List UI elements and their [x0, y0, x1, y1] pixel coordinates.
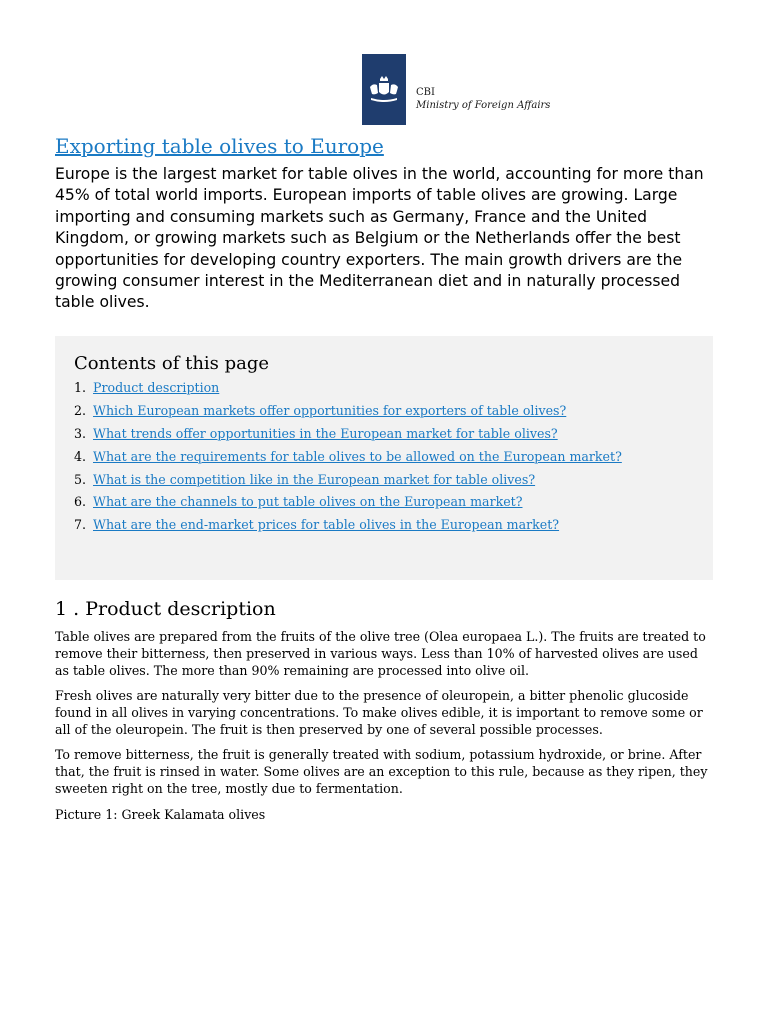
cbi-logo — [362, 54, 550, 125]
picture-caption: Picture 1: Greek Kalamata olives — [55, 807, 266, 822]
toc-item — [74, 399, 622, 422]
page-title-link[interactable]: Exporting table olives to Europe — [55, 134, 384, 158]
body-paragraph: To remove bitterness, the fruit is generally treated with sodium, potassium hydroxide, or brine. After that, the fruit is rinsed in water. Some olives are an exception to this rule, because as they ripen, they sweeten right on the tree, mostly due to fermentation. — [55, 747, 708, 796]
toc-item-number: 4. — [74, 448, 87, 464]
toc-link-trends[interactable]: What trends offer opportunities in the European market for table olives? — [93, 425, 558, 441]
toc-item-number: 2. — [74, 402, 87, 418]
logo-ministry: Ministry of Foreign Affairs — [416, 100, 551, 111]
toc-item — [74, 513, 622, 536]
toc-item-number: 7. — [74, 517, 87, 533]
body-paragraph: Fresh olives are naturally very bitter due to the presence of oleuropein, a bitter phenolic glucoside found in all olives in varying concentrations. To make olives edible, it is important to remove some or all of the oleuropein. The fruit is then preserved by one of several possible processes. — [55, 688, 703, 737]
toc-item-number: 1. — [74, 379, 87, 395]
body-paragraph: Table olives are prepared from the fruits of the olive tree (Olea europaea L.). The fruits are treated to remove their bitterness, then preserved in various ways. Less than 10% of harvested olives are used as table olives. The more than 90% remaining are processed into olive oil. — [55, 629, 706, 678]
logo-org: CBI — [416, 87, 435, 98]
toc-link-channels[interactable]: What are the channels to put table olives on the European market? — [93, 494, 523, 510]
toc-item — [74, 376, 622, 399]
toc-item-number: 3. — [74, 425, 87, 441]
section-title-product-description: 1 . Product description — [55, 598, 276, 620]
toc-item — [74, 490, 622, 513]
toc-list — [74, 376, 622, 536]
intro-paragraph: Europe is the largest market for table olives in the world, accounting for more than 45% of total world imports. European imports of table olives are growing. Large importing and consuming markets such as Germany, France and the United Kingdom, or growing markets such as Belgium or the Netherlands offer the best opportunities for developing country exporters. The main growth drivers are the growing consumer interest in the Mediterranean diet and in naturally processed table olives. — [55, 165, 704, 312]
toc-link-product-description[interactable]: Product description — [93, 379, 220, 395]
toc-link-prices[interactable]: What are the end-market prices for table olives in the European market? — [93, 517, 560, 533]
toc-link-requirements[interactable]: What are the requirements for table olives to be allowed on the European market? — [93, 448, 622, 464]
toc-item — [74, 422, 622, 445]
table-of-contents — [55, 336, 713, 580]
toc-heading: Contents of this page — [74, 353, 270, 374]
coat-of-arms-icon — [362, 54, 406, 125]
toc-item-number: 5. — [74, 471, 87, 487]
toc-link-competition[interactable]: What is the competition like in the European market for table olives? — [93, 471, 536, 487]
toc-item — [74, 445, 622, 468]
logo-text — [416, 86, 550, 112]
toc-item-number: 6. — [74, 494, 87, 510]
toc-link-markets[interactable]: Which European markets offer opportunities for exporters of table olives? — [93, 402, 567, 418]
toc-item — [74, 468, 622, 491]
